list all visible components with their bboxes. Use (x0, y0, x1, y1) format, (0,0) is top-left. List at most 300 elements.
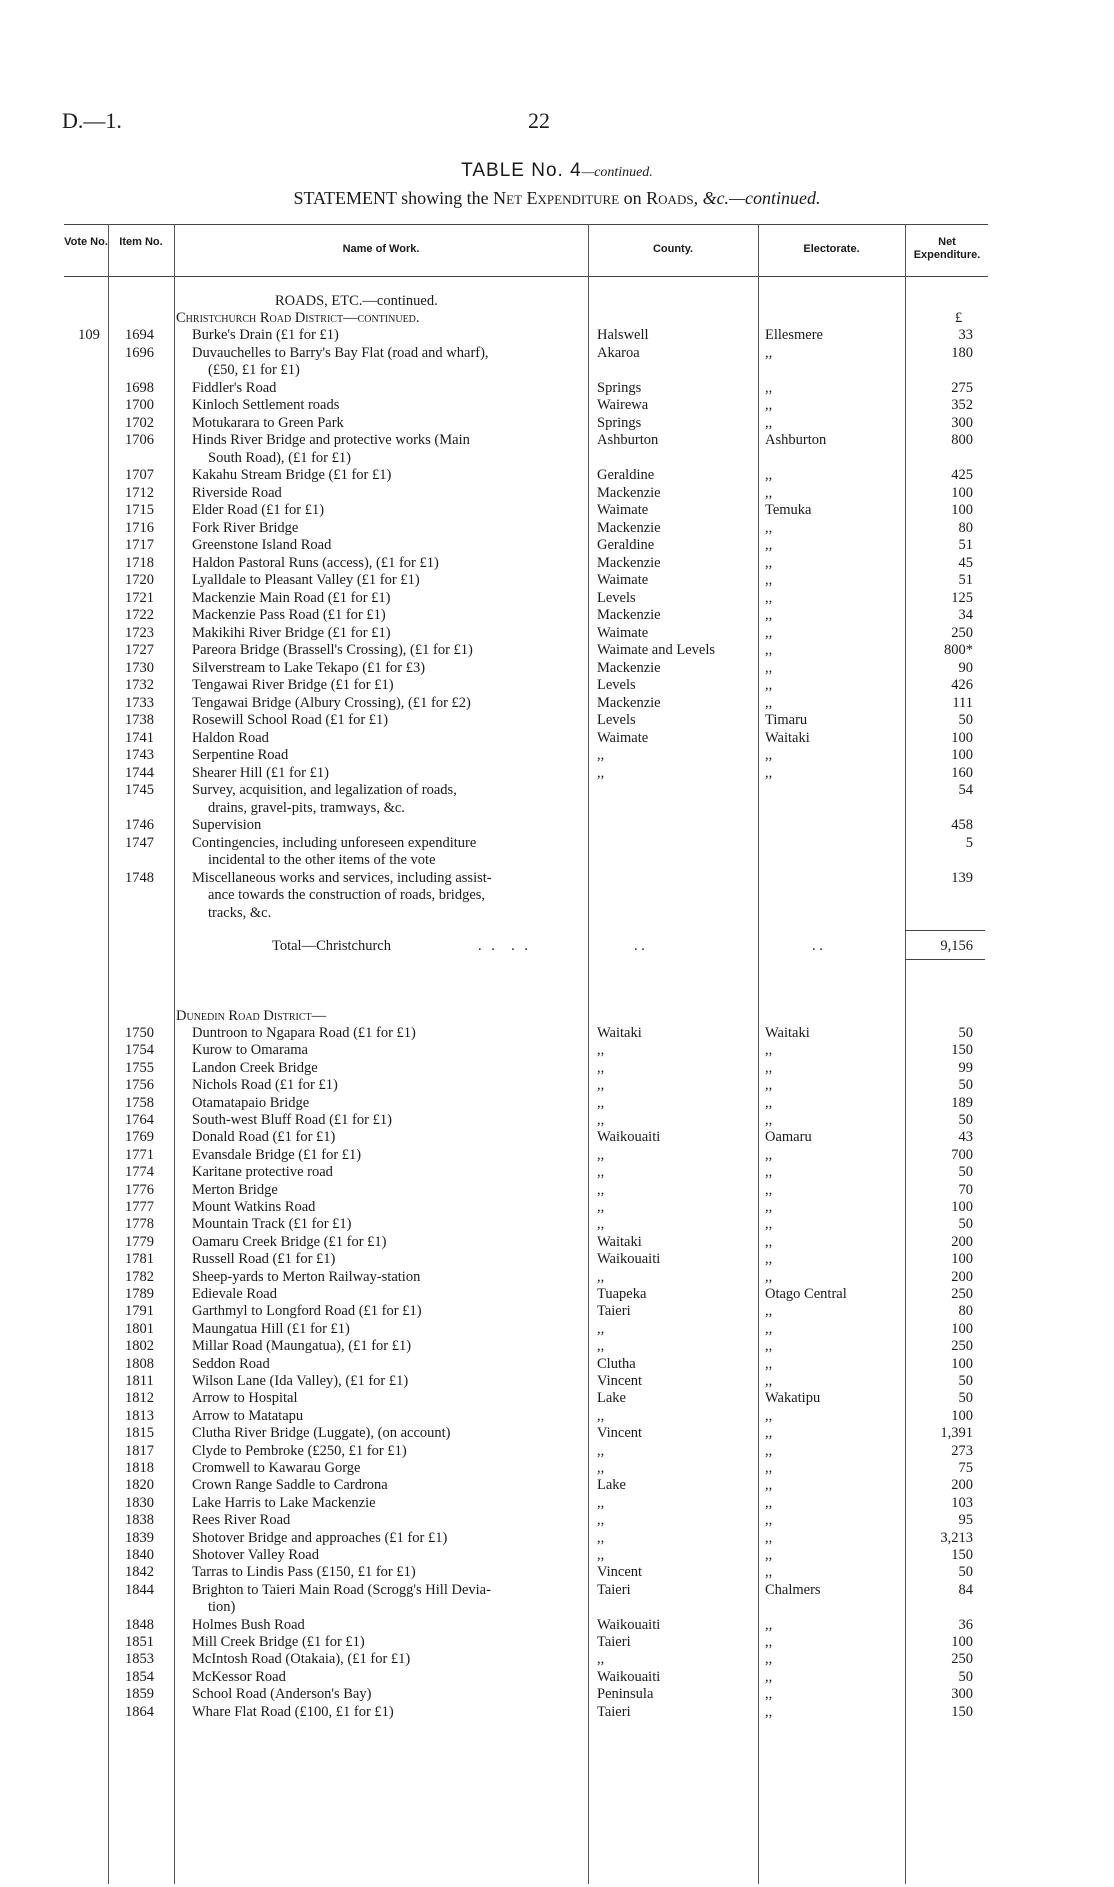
net-expenditure: 50 (958, 1025, 973, 1041)
electorate-name: ,, (765, 484, 773, 501)
work-name: Maungatua Hill (£1 for £1) (192, 1320, 350, 1337)
county-name: ,, (597, 764, 605, 781)
net-expenditure: 50 (958, 1164, 973, 1181)
county-name: Mackenzie (597, 659, 661, 676)
net-expenditure: 125 (951, 589, 973, 606)
net-expenditure: 5 (965, 834, 973, 851)
work-name-continued: incidental to the other items of the vote (208, 852, 436, 868)
subtitle-part: , &c.—continued. (693, 188, 821, 208)
table-row (0, 397, 1114, 414)
item-number: 1774 (125, 1164, 154, 1181)
work-name: Haldon Pastoral Runs (access), (£1 for £1) (192, 554, 439, 571)
item-number: 1722 (125, 607, 154, 623)
county-name: ,, (597, 1320, 605, 1337)
table-title (0, 160, 1114, 182)
county-name: Ashburton (597, 432, 659, 448)
col-header-vote: Vote No. (64, 236, 108, 248)
county-name: Levels (597, 712, 636, 728)
item-number: 1720 (125, 572, 154, 588)
county-name: Levels (597, 589, 636, 606)
net-expenditure: 200 (951, 1233, 973, 1250)
table-row (0, 1269, 1114, 1286)
net-expenditure: 51 (958, 537, 973, 553)
electorate-name: ,, (765, 1529, 773, 1546)
net-expenditure: 426 (951, 677, 973, 693)
work-name: Nichols Road (£1 for £1) (192, 1077, 338, 1094)
electorate-name: ,, (765, 1494, 773, 1511)
county-name: Waimate (597, 502, 649, 518)
table-row (0, 1095, 1114, 1112)
table-row (0, 1025, 1114, 1042)
table-row (0, 695, 1114, 712)
net-expenditure: 50 (958, 712, 973, 728)
item-number: 1706 (125, 432, 154, 448)
net-expenditure: 250 (951, 1286, 973, 1302)
work-name: Rees River Road (192, 1512, 291, 1529)
work-name: Lake Harris to Lake Mackenzie (192, 1494, 376, 1511)
electorate-name: ,, (765, 642, 773, 658)
net-expenditure: 90 (958, 659, 973, 676)
electorate-name: ,, (765, 1181, 773, 1198)
electorate-name: ,, (765, 1320, 773, 1337)
electorate-name: Ashburton (765, 432, 827, 448)
net-expenditure: 150 (951, 1703, 973, 1720)
work-name: McKessor Road (192, 1668, 286, 1685)
item-number: 1771 (125, 1146, 154, 1163)
table-row (0, 1390, 1114, 1407)
work-name: Hinds River Bridge and protective works (Main (192, 432, 470, 448)
work-name: Clyde to Pembroke (£250, £1 for £1) (192, 1442, 407, 1459)
electorate-name: ,, (765, 764, 773, 781)
net-expenditure: 34 (958, 607, 973, 623)
county-name: Akaroa (597, 344, 640, 361)
electorate-name: ,, (765, 1216, 773, 1233)
net-expenditure: 50 (958, 1390, 973, 1407)
item-number: 1779 (125, 1233, 154, 1250)
work-name: Elder Road (£1 for £1) (192, 502, 325, 518)
county-name: ,, (597, 1059, 605, 1076)
item-number: 1854 (125, 1668, 154, 1685)
net-expenditure: 80 (958, 519, 973, 536)
table-row (0, 677, 1114, 694)
item-number: 1815 (125, 1425, 154, 1442)
item-number: 1839 (125, 1529, 154, 1546)
total-leader-dots: . . (812, 938, 823, 954)
page-number: 22 (528, 108, 550, 133)
net-expenditure: 50 (958, 1112, 973, 1128)
electorate-name: ,, (765, 467, 773, 483)
electorate-name: ,, (765, 1059, 773, 1076)
table-row (0, 1164, 1114, 1181)
work-name: Supervision (192, 817, 262, 833)
item-number: 1781 (125, 1251, 154, 1268)
table-row (0, 1147, 1114, 1164)
item-number: 1842 (125, 1564, 154, 1581)
table-row (0, 1634, 1114, 1651)
work-name: Silverstream to Lake Tekapo (£1 for £3) (192, 659, 426, 676)
table-row (0, 1477, 1114, 1494)
net-expenditure: 80 (958, 1303, 973, 1320)
electorate-name: ,, (765, 554, 773, 571)
table-row (0, 1547, 1114, 1564)
work-name: Burke's Drain (£1 for £1) (192, 327, 339, 343)
county-name: Geraldine (597, 537, 655, 553)
net-expenditure: 275 (951, 379, 973, 396)
electorate-name: ,, (765, 1355, 773, 1372)
table-row (0, 625, 1114, 642)
work-name-continued: drains, gravel-pits, tramways, &c. (208, 799, 405, 816)
work-name: Greenstone Island Road (192, 537, 332, 553)
item-number: 1776 (125, 1181, 154, 1198)
total-value: 9,156 (940, 938, 973, 954)
electorate-name: ,, (765, 1703, 773, 1720)
electorate-name: Oamaru (765, 1129, 812, 1146)
work-name: Donald Road (£1 for £1) (192, 1129, 336, 1146)
table-row (0, 817, 1114, 834)
col-header-electorate: Electorate. (803, 243, 860, 255)
work-name-continued: South Road), (£1 for £1) (208, 449, 351, 466)
item-number: 1746 (125, 817, 154, 833)
item-number: 1840 (125, 1547, 154, 1563)
county-name: ,, (597, 1338, 605, 1355)
work-name: Haldon Road (192, 729, 269, 746)
net-expenditure: 95 (958, 1512, 973, 1529)
total-leader-dots: . . (634, 938, 645, 954)
work-name: Mackenzie Main Road (£1 for £1) (192, 589, 391, 606)
county-name: Vincent (597, 1425, 643, 1442)
subtitle-part: STATEMENT showing the (293, 188, 494, 208)
electorate-name: ,, (765, 607, 773, 623)
table-row (0, 537, 1114, 554)
electorate-name: ,, (765, 1373, 773, 1389)
work-name: Duvauchelles to Barry's Bay Flat (road and wharf), (192, 344, 489, 361)
county-name: ,, (597, 1547, 605, 1563)
item-number: 1812 (125, 1390, 154, 1407)
work-name-continued: tracks, &c. (208, 904, 272, 921)
work-name: Oamaru Creek Bridge (£1 for £1) (192, 1233, 387, 1250)
county-name: Lake (597, 1390, 626, 1407)
item-number: 1743 (125, 747, 154, 763)
net-expenditure: 100 (951, 1320, 973, 1337)
county-name: Mackenzie (597, 519, 661, 536)
item-number: 1723 (125, 624, 154, 641)
county-name: ,, (597, 1512, 605, 1529)
table-row (0, 1495, 1114, 1512)
item-number: 1791 (125, 1303, 154, 1320)
net-expenditure: 425 (951, 467, 973, 483)
table-row (0, 502, 1114, 519)
table-row (0, 1251, 1114, 1268)
work-name: Mount Watkins Road (192, 1199, 316, 1215)
item-number: 1755 (125, 1059, 154, 1076)
work-name: Edievale Road (192, 1286, 277, 1302)
net-expenditure: 33 (958, 327, 973, 343)
work-name: Contingencies, including unforeseen expenditure (192, 834, 477, 851)
electorate-name: ,, (765, 1512, 773, 1529)
electorate-name: ,, (765, 1077, 773, 1094)
net-expenditure: 50 (958, 1216, 973, 1233)
item-number: 1801 (125, 1320, 154, 1337)
county-name: Mackenzie (597, 484, 661, 501)
electorate-name: ,, (765, 1303, 773, 1320)
electorate-name: Waitaki (765, 729, 810, 746)
electorate-name: Chalmers (765, 1581, 821, 1598)
electorate-name: ,, (765, 1251, 773, 1268)
net-expenditure: 800 (951, 432, 973, 448)
work-name: Tengawai River Bridge (£1 for £1) (192, 677, 394, 693)
work-name: Kurow to Omarama (192, 1042, 308, 1059)
net-expenditure: 50 (958, 1373, 973, 1389)
net-expenditure: 300 (951, 414, 973, 431)
item-number: 1844 (125, 1581, 154, 1598)
item-number: 1696 (125, 344, 154, 361)
work-name: Arrow to Matatapu (192, 1407, 304, 1424)
section-heading-dunedin: Dunedin Road District— (176, 1008, 327, 1024)
item-number: 1741 (125, 729, 154, 746)
work-name: Mountain Track (£1 for £1) (192, 1216, 352, 1233)
work-name: Riverside Road (192, 484, 282, 501)
net-expenditure: 111 (952, 694, 973, 711)
net-expenditure: 200 (951, 1477, 973, 1494)
electorate-name: ,, (765, 344, 773, 361)
county-name: Waikouaiti (597, 1129, 661, 1146)
county-name: ,, (597, 1077, 605, 1094)
net-expenditure: 75 (958, 1460, 973, 1476)
county-name: Taieri (597, 1634, 631, 1650)
electorate-name: Otago Central (765, 1286, 847, 1302)
table-row (0, 590, 1114, 607)
electorate-name: ,, (765, 519, 773, 536)
county-name: Waimate (597, 572, 649, 588)
electorate-name: Waitaki (765, 1025, 810, 1041)
table-row (0, 1286, 1114, 1303)
net-expenditure: 36 (958, 1616, 973, 1633)
item-number: 1777 (125, 1199, 154, 1215)
county-name: Waimate (597, 729, 649, 746)
county-name: Mackenzie (597, 694, 661, 711)
table-row (0, 607, 1114, 624)
work-name: Otamatapaio Bridge (192, 1094, 310, 1111)
net-expenditure: 150 (951, 1547, 973, 1563)
item-number: 1730 (125, 659, 154, 676)
item-number: 1813 (125, 1407, 154, 1424)
electorate-name: ,, (765, 747, 773, 763)
item-number: 1848 (125, 1616, 154, 1633)
work-name: Clutha River Bridge (Luggate), (on account) (192, 1425, 451, 1442)
work-name: Landon Creek Bridge (192, 1059, 318, 1076)
work-name: Wilson Lane (Ida Valley), (£1 for £1) (192, 1373, 409, 1389)
item-number: 1778 (125, 1216, 154, 1233)
work-name: Evansdale Bridge (£1 for £1) (192, 1146, 362, 1163)
table-row (0, 1669, 1114, 1686)
table-row (0, 520, 1114, 537)
table-row (0, 1303, 1114, 1320)
item-number: 1744 (125, 764, 154, 781)
item-number: 1817 (125, 1442, 154, 1459)
net-expenditure: 100 (951, 1634, 973, 1650)
table-row (0, 1425, 1114, 1442)
item-number: 1698 (125, 379, 154, 396)
net-expenditure: 458 (951, 817, 973, 833)
electorate-name: ,, (765, 1564, 773, 1581)
work-name: Millar Road (Maungatua), (£1 for £1) (192, 1338, 412, 1355)
county-name: Taieri (597, 1303, 631, 1320)
subtitle-part: Roads (646, 188, 694, 208)
work-name: Shotover Bridge and approaches (£1 for £1) (192, 1529, 448, 1546)
net-expenditure: 273 (951, 1442, 973, 1459)
table-row (0, 1077, 1114, 1094)
table-row (0, 485, 1114, 502)
county-name: Wairewa (597, 397, 649, 413)
table-row (0, 1582, 1114, 1599)
table-row (0, 1408, 1114, 1425)
county-name: Waitaki (597, 1233, 642, 1250)
county-name: Mackenzie (597, 607, 661, 623)
table-row (0, 1704, 1114, 1721)
net-expenditure: 700 (951, 1146, 973, 1163)
net-expenditure: 45 (958, 554, 973, 571)
work-name: Tengawai Bridge (Albury Crossing), (£1 for £2) (192, 694, 471, 711)
table-row (0, 415, 1114, 432)
county-name: Taieri (597, 1581, 631, 1598)
county-name: ,, (597, 1407, 605, 1424)
table-row (0, 327, 1114, 344)
electorate-name: ,, (765, 1268, 773, 1285)
item-number: 1721 (125, 589, 154, 606)
item-number: 1756 (125, 1077, 154, 1094)
electorate-name: ,, (765, 1442, 773, 1459)
net-expenditure: 3,213 (940, 1529, 973, 1546)
net-expenditure: 200 (951, 1268, 973, 1285)
table-row (0, 1042, 1114, 1059)
col-header-name: Name of Work. (342, 243, 420, 255)
item-number: 1853 (125, 1651, 154, 1668)
electorate-name: ,, (765, 1616, 773, 1633)
table-row (0, 1321, 1114, 1338)
work-name: South-west Bluff Road (£1 for £1) (192, 1112, 392, 1128)
item-number: 1769 (125, 1129, 154, 1146)
work-name: Makikihi River Bridge (£1 for £1) (192, 624, 391, 641)
electorate-name: ,, (765, 1094, 773, 1111)
work-name: Motukarara to Green Park (192, 414, 344, 431)
electorate-name: Timaru (765, 712, 808, 728)
net-expenditure: 84 (958, 1581, 973, 1598)
work-name-continued: ance towards the construction of roads, bridges, (208, 887, 486, 903)
net-expenditure: 70 (958, 1181, 973, 1198)
county-name: ,, (597, 747, 605, 763)
item-number: 1859 (125, 1686, 154, 1703)
table-row (0, 782, 1114, 799)
electorate-name: ,, (765, 589, 773, 606)
electorate-name: ,, (765, 677, 773, 693)
electorate-name: ,, (765, 572, 773, 588)
electorate-name: ,, (765, 1407, 773, 1424)
county-name: Mackenzie (597, 554, 661, 571)
electorate-name: ,, (765, 1112, 773, 1128)
table-row (0, 712, 1114, 729)
electorate-name: ,, (765, 1634, 773, 1650)
electorate-name: ,, (765, 1199, 773, 1215)
table-row (0, 345, 1114, 362)
net-expenditure: 800* (944, 642, 973, 658)
table-row (0, 1338, 1114, 1355)
table-row (0, 432, 1114, 449)
header-bottom-rule (64, 276, 988, 277)
item-number: 1851 (125, 1634, 154, 1650)
work-name: Garthmyl to Longford Road (£1 for £1) (192, 1303, 422, 1320)
work-name: Arrow to Hospital (192, 1390, 298, 1407)
electorate-name: ,, (765, 624, 773, 641)
table-row (0, 1356, 1114, 1373)
item-number: 1782 (125, 1268, 154, 1285)
item-number: 1727 (125, 642, 154, 658)
electorate-name: ,, (765, 537, 773, 553)
county-name: Waikouaiti (597, 1616, 661, 1633)
county-name: Springs (597, 414, 642, 431)
section-heading-christchurch: Christchurch Road District—continued. (176, 310, 420, 326)
item-number: 1712 (125, 484, 154, 501)
net-expenditure: 50 (958, 1564, 973, 1581)
table-row (0, 1182, 1114, 1199)
county-name: Lake (597, 1477, 626, 1494)
net-expenditure: 54 (958, 782, 973, 798)
net-expenditure: 43 (958, 1129, 973, 1146)
table-row (0, 765, 1114, 782)
table-row (0, 555, 1114, 572)
table-top-rule (64, 224, 988, 225)
electorate-name: ,, (765, 1164, 773, 1181)
county-name: ,, (597, 1042, 605, 1059)
county-name: Springs (597, 379, 642, 396)
net-expenditure: 50 (958, 1668, 973, 1685)
work-name: Shotover Valley Road (192, 1547, 319, 1563)
county-name: ,, (597, 1112, 605, 1128)
table-row (0, 1060, 1114, 1077)
county-name: Waimate (597, 624, 649, 641)
pound-sign: £ (955, 310, 963, 326)
county-name: ,, (597, 1094, 605, 1111)
net-expenditure: 100 (951, 729, 973, 746)
work-name: Serpentine Road (192, 747, 289, 763)
county-name: ,, (597, 1181, 605, 1198)
county-name: Levels (597, 677, 636, 693)
county-name: ,, (597, 1460, 605, 1476)
table-row (0, 1460, 1114, 1477)
electorate-name: ,, (765, 1042, 773, 1059)
table-row (0, 1112, 1114, 1129)
electorate-name: ,, (765, 1338, 773, 1355)
item-number: 1748 (125, 869, 154, 886)
table-row (0, 380, 1114, 397)
item-number: 1838 (125, 1512, 154, 1529)
item-number: 1864 (125, 1703, 154, 1720)
table-title-main: TABLE No. 4 (461, 160, 582, 181)
county-name: Vincent (597, 1564, 643, 1581)
work-name: Rosewill School Road (£1 for £1) (192, 712, 389, 728)
col-header-net: Net Expenditure. (913, 236, 981, 261)
net-expenditure: 180 (951, 344, 973, 361)
table-title-suffix: —continued. (581, 165, 653, 180)
table-row (0, 1530, 1114, 1547)
subtitle-part: on (619, 188, 647, 208)
work-name: Fiddler's Road (192, 379, 277, 396)
work-name: Fork River Bridge (192, 519, 299, 536)
county-name: ,, (597, 1651, 605, 1668)
item-number: 1716 (125, 519, 154, 536)
net-expenditure: 100 (951, 502, 973, 518)
table-row (0, 642, 1114, 659)
electorate-name: ,, (765, 1425, 773, 1442)
